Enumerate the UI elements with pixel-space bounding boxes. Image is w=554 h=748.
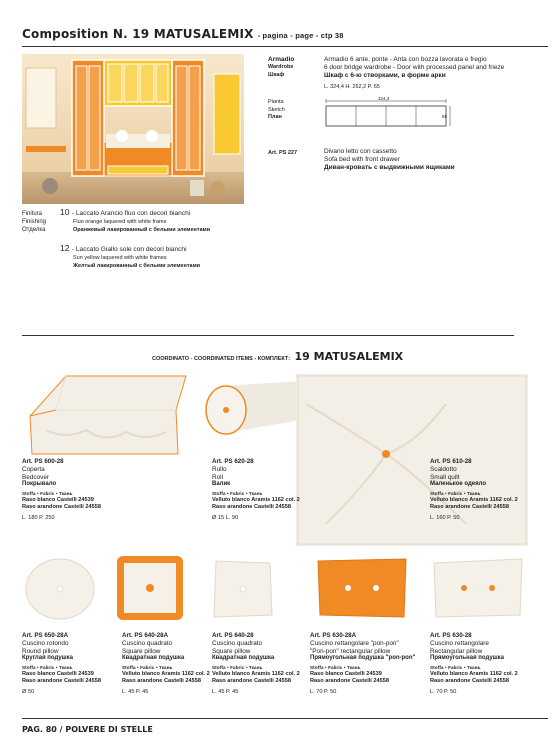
product-name-it: Cuscino rotondo xyxy=(22,640,69,647)
fabric-label: Stoffa • Fabric • Ткань xyxy=(22,665,73,671)
finish-num: 12 xyxy=(60,243,70,253)
product-name-ru: Прямоугольная подушка "pon-pon" xyxy=(310,655,416,662)
bedcover-image xyxy=(26,370,191,456)
wardrobe-desc xyxy=(324,56,550,91)
wardrobe-label-it: Armadio xyxy=(268,56,295,63)
finish-ru: Оранжевый лакированный с белыми элементами xyxy=(73,226,211,233)
finish-num: 10 xyxy=(60,207,70,217)
product-name-it: Cuscino quadrato xyxy=(212,640,263,647)
fabric-label: Stoffa • Fabric • Ткань xyxy=(22,491,73,497)
product-name-ru: Покрывало xyxy=(22,481,57,488)
product-dims: L. 70 P. 50 xyxy=(310,689,337,696)
sketch-label-ru: План xyxy=(268,114,282,120)
section-title-big: 19 MATUSALEMIX xyxy=(294,350,404,363)
sketch-width-label: 324,4 xyxy=(378,96,390,101)
product-name-en: Small quilt xyxy=(430,473,460,481)
product-card-square-pillow xyxy=(212,632,307,696)
product-code: Art. PS 640-28A xyxy=(122,632,169,639)
sketch-label xyxy=(268,99,318,122)
finish-it: - Laccato Arancio fluo con decori bianchi xyxy=(71,210,191,217)
product-material-1: Velluto blanco Aramis 1162 col. 2 xyxy=(122,671,210,678)
product-name-en: Round pillow xyxy=(22,647,59,655)
page-subtitle: - pagina - page - ctp 38 xyxy=(257,31,344,40)
fabric-label: Stoffa • Fabric • Ткань xyxy=(430,491,481,497)
product-material-2: Raso arandone Castelli 24558 xyxy=(122,678,201,685)
square-pillow-image xyxy=(210,557,276,621)
wardrobe-label xyxy=(268,56,320,79)
fabric-label: Stoffa • Fabric • Ткань xyxy=(122,665,173,671)
product-code: Art. PS 600-28 xyxy=(22,458,64,465)
finish-it: - Laccato Giallo sole con decori bianchi xyxy=(71,246,187,253)
product-name-en: Bedcover xyxy=(22,473,49,481)
product-card-pon-pon-pillow xyxy=(310,632,422,696)
product-material-2: Raso arandone Castelli 24558 xyxy=(430,678,509,685)
product-name-it: Coperta xyxy=(22,466,45,473)
product-name-ru: Валик xyxy=(212,481,231,488)
product-material-2: Raso arandone Castelli 24558 xyxy=(22,504,101,511)
product-card-square-pillow-ruffle xyxy=(122,632,217,696)
product-dims: Ø 15 L. 90 xyxy=(212,515,239,522)
finish-label-en: Finishing xyxy=(22,219,47,225)
finish-label-ru: Отделка xyxy=(22,227,46,233)
product-name-ru: Прямоугольная подушка xyxy=(430,655,505,662)
page-footer: PAG. 80 / POLVERE DI STELLE xyxy=(22,725,153,734)
pon-pon-pillow-image xyxy=(314,555,410,621)
section-title xyxy=(152,347,403,365)
header-divider xyxy=(22,46,548,47)
product-material-2: Raso arandone Castelli 24558 xyxy=(212,504,291,511)
product-name-ru: Маленькое одеяло xyxy=(430,481,487,488)
product-card-rectangular-pillow xyxy=(430,632,548,696)
product-dims: L. 45 P. 45 xyxy=(212,689,239,696)
product-name-ru: Квадратная подушка xyxy=(212,655,275,662)
product-name-it: Cuscino rettangolare xyxy=(430,640,489,647)
product-name-en: Square pillow xyxy=(122,647,161,655)
finish-en: Fluo orange laquered with white frame xyxy=(73,219,167,225)
finish-label xyxy=(22,210,46,234)
sofa-desc xyxy=(324,148,550,173)
product-name-en: "Pon-pon" rectangular pillow xyxy=(310,647,391,655)
square-pillow-ruffle-image xyxy=(114,553,186,623)
room-photo xyxy=(22,54,244,204)
product-material-1: Velluto blanco Aramis 1162 col. 2 xyxy=(212,671,300,678)
finish-ru: Желтый лакированный с белыми элементами xyxy=(73,262,201,269)
product-name-it: Cuscino rettangolare "pon-pon" xyxy=(310,640,399,647)
product-code: Art. PS 610-28 xyxy=(430,458,472,465)
product-dims: L. 160 P. 50 xyxy=(430,515,460,522)
product-code: Art. PS 650-28A xyxy=(22,632,69,639)
wardrobe-plan-sketch xyxy=(322,97,452,137)
product-name-ru: Квадратная подушка xyxy=(122,655,185,662)
fabric-label: Stoffa • Fabric • Ткань xyxy=(310,665,361,671)
finish-label-it: Finitura xyxy=(22,211,43,217)
page-title: Composition N. 19 MATUSALEMIX xyxy=(22,27,254,41)
wardrobe-desc-en: 6 door bridge wardrobe - Door with processed panel and frieze xyxy=(324,64,505,72)
fabric-label: Stoffa • Fabric • Ткань xyxy=(212,665,263,671)
product-name-en: Roll xyxy=(212,473,224,481)
wardrobe-desc-it: Armadio 6 ante, ponte - Anta con bozza lavorata e fregio xyxy=(324,56,487,63)
sofa-code: Art. PS 227 xyxy=(268,150,298,156)
product-code: Art. PS 630-28A xyxy=(310,632,357,639)
product-dims: L. 70 P. 50 xyxy=(430,689,457,696)
section-title-small: COORDINATO - COORDINATED ITEMS - КОМПЛЕКТ: xyxy=(152,356,291,362)
fabric-label: Stoffa • Fabric • Ткань xyxy=(212,491,263,497)
room-illustration xyxy=(22,54,244,204)
product-code: Art. PS 640-28 xyxy=(212,632,254,639)
product-material-1: Raso blanco Castelli 24539 xyxy=(22,671,94,678)
finish-item xyxy=(60,207,260,234)
sketch-depth-label: 65 xyxy=(442,114,448,119)
section-divider xyxy=(22,335,514,336)
sketch-label-it: Pianta xyxy=(268,99,284,105)
product-code: Art. PS 620-28 xyxy=(212,458,254,465)
product-material-1: Velluto blanco Aramis 1162 col. 2 xyxy=(430,497,518,504)
finish-en: Sun yellow laquered with white frames xyxy=(73,255,167,261)
wardrobe-label-ru: Шкаф xyxy=(268,71,285,78)
wardrobe-desc-ru: Шкаф с 6-ю створками, в форме арки xyxy=(324,72,446,80)
product-card-round-pillow xyxy=(22,632,117,696)
product-card-bedcover xyxy=(22,458,142,522)
page-header xyxy=(22,27,344,41)
product-material-1: Raso blanco Castelli 24539 xyxy=(22,497,94,504)
product-name-it: Rullo xyxy=(212,466,227,473)
product-card-small-quilt xyxy=(430,458,550,522)
product-name-en: Square pillow xyxy=(212,647,251,655)
product-card-roll xyxy=(212,458,332,522)
product-material-2: Raso arandone Castelli 24558 xyxy=(430,504,509,511)
product-material-1: Velluto blanco Aramis 1162 col. 2 xyxy=(212,497,300,504)
wardrobe-dims: L. 324,4 H. 262,2 P. 65 xyxy=(324,83,380,90)
product-material-1: Raso blanco Castelli 24539 xyxy=(310,671,382,678)
sofa-desc-ru: Диван-кровать с выдвижными ящиками xyxy=(324,164,455,172)
fabric-label: Stoffa • Fabric • Ткань xyxy=(430,665,481,671)
rectangular-pillow-image xyxy=(430,555,526,621)
sketch-label-en: Sketch xyxy=(268,106,285,113)
sofa-desc-it: Divano letto con cassetto xyxy=(324,148,397,155)
product-material-2: Raso arandone Castelli 24558 xyxy=(310,678,389,685)
product-name-ru: Круглая подушка xyxy=(22,655,74,662)
product-material-2: Raso arandone Castelli 24558 xyxy=(212,678,291,685)
finish-item xyxy=(60,243,260,270)
product-dims: L. 180 P. 250 xyxy=(22,515,55,522)
product-dims: L. 45 P. 45 xyxy=(122,689,149,696)
product-material-2: Raso arandone Castelli 24558 xyxy=(22,678,101,685)
round-pillow-image xyxy=(20,553,100,623)
wardrobe-label-en: Wardrobe xyxy=(268,64,294,71)
sofa-desc-en: Sofa bed with front drawer xyxy=(324,156,400,164)
footer-divider xyxy=(22,718,548,719)
product-material-1: Velluto blanco Aramis 1162 col. 2 xyxy=(430,671,518,678)
product-name-it: Scaldotto xyxy=(430,466,457,473)
product-dims: Ø 50 xyxy=(22,689,35,696)
product-name-it: Cuscino quadrato xyxy=(122,640,173,647)
product-name-en: Rectangular pillow xyxy=(430,647,483,655)
product-code: Art. PS 630-28 xyxy=(430,632,472,639)
